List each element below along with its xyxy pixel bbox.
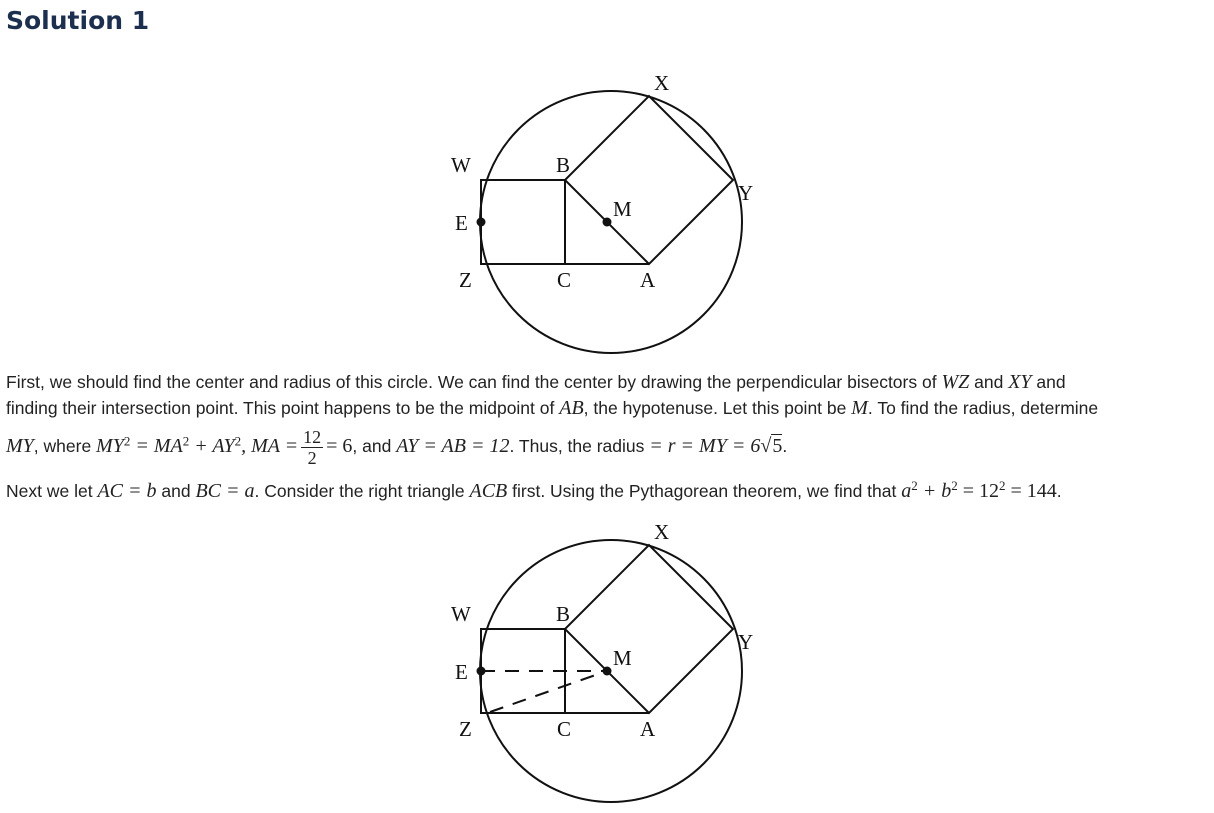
solution-title: Solution 1 <box>6 6 150 35</box>
label-e: E <box>455 660 468 684</box>
label-b: B <box>556 153 571 177</box>
dashed-zm <box>490 671 607 712</box>
label-y: Y <box>738 181 754 205</box>
label-a: A <box>640 717 656 741</box>
figure-1 <box>0 60 1214 365</box>
paragraph-1: First, we should find the center and radius of this circle. We can find the center by drawing the perpendicular bisectors of WZ and XY and finding their intersection point. This point happens to be the midpoint of AB, the hypotenuse. Let this point be M. To find the radius, determine MY, where $MY^2 = MA^2 + AY^2$, MA = $\frac{12}{2}$ = 6, and AY = AB = 12. Thus, the radius = r = MY = 6√5. <box>6 371 1099 468</box>
point-m <box>603 218 612 227</box>
paragraph-2: Next we let AC = b and BC = a. Consider the right triangle ACB first. Using the Pythagorean theorem, we find that $a^2 + b^2 = 12^2 = 144$. <box>6 478 1062 502</box>
label-c: C <box>557 717 572 741</box>
point-e <box>477 218 486 227</box>
label-x: X <box>654 71 670 95</box>
label-a: A <box>640 268 656 292</box>
label-z: Z <box>459 268 472 292</box>
label-m: M <box>613 646 632 670</box>
fraction-12-over-2: $\frac{12}{2}$ <box>303 427 322 468</box>
label-w: W <box>451 153 471 177</box>
label-w: W <box>451 602 471 626</box>
label-z: Z <box>459 717 472 741</box>
figure-2 <box>0 510 1214 813</box>
label-e: E <box>455 211 468 235</box>
label-c: C <box>557 268 572 292</box>
square-bc <box>481 180 565 264</box>
label-b: B <box>556 602 571 626</box>
square-ab <box>565 545 733 713</box>
label-m: M <box>613 197 632 221</box>
square-ab <box>565 96 733 264</box>
figure-2-diagram <box>0 510 1214 813</box>
point-m <box>603 667 612 676</box>
label-x: X <box>654 520 670 544</box>
figure-1-diagram <box>0 60 1214 365</box>
point-e <box>477 667 486 676</box>
label-y: Y <box>738 630 754 654</box>
